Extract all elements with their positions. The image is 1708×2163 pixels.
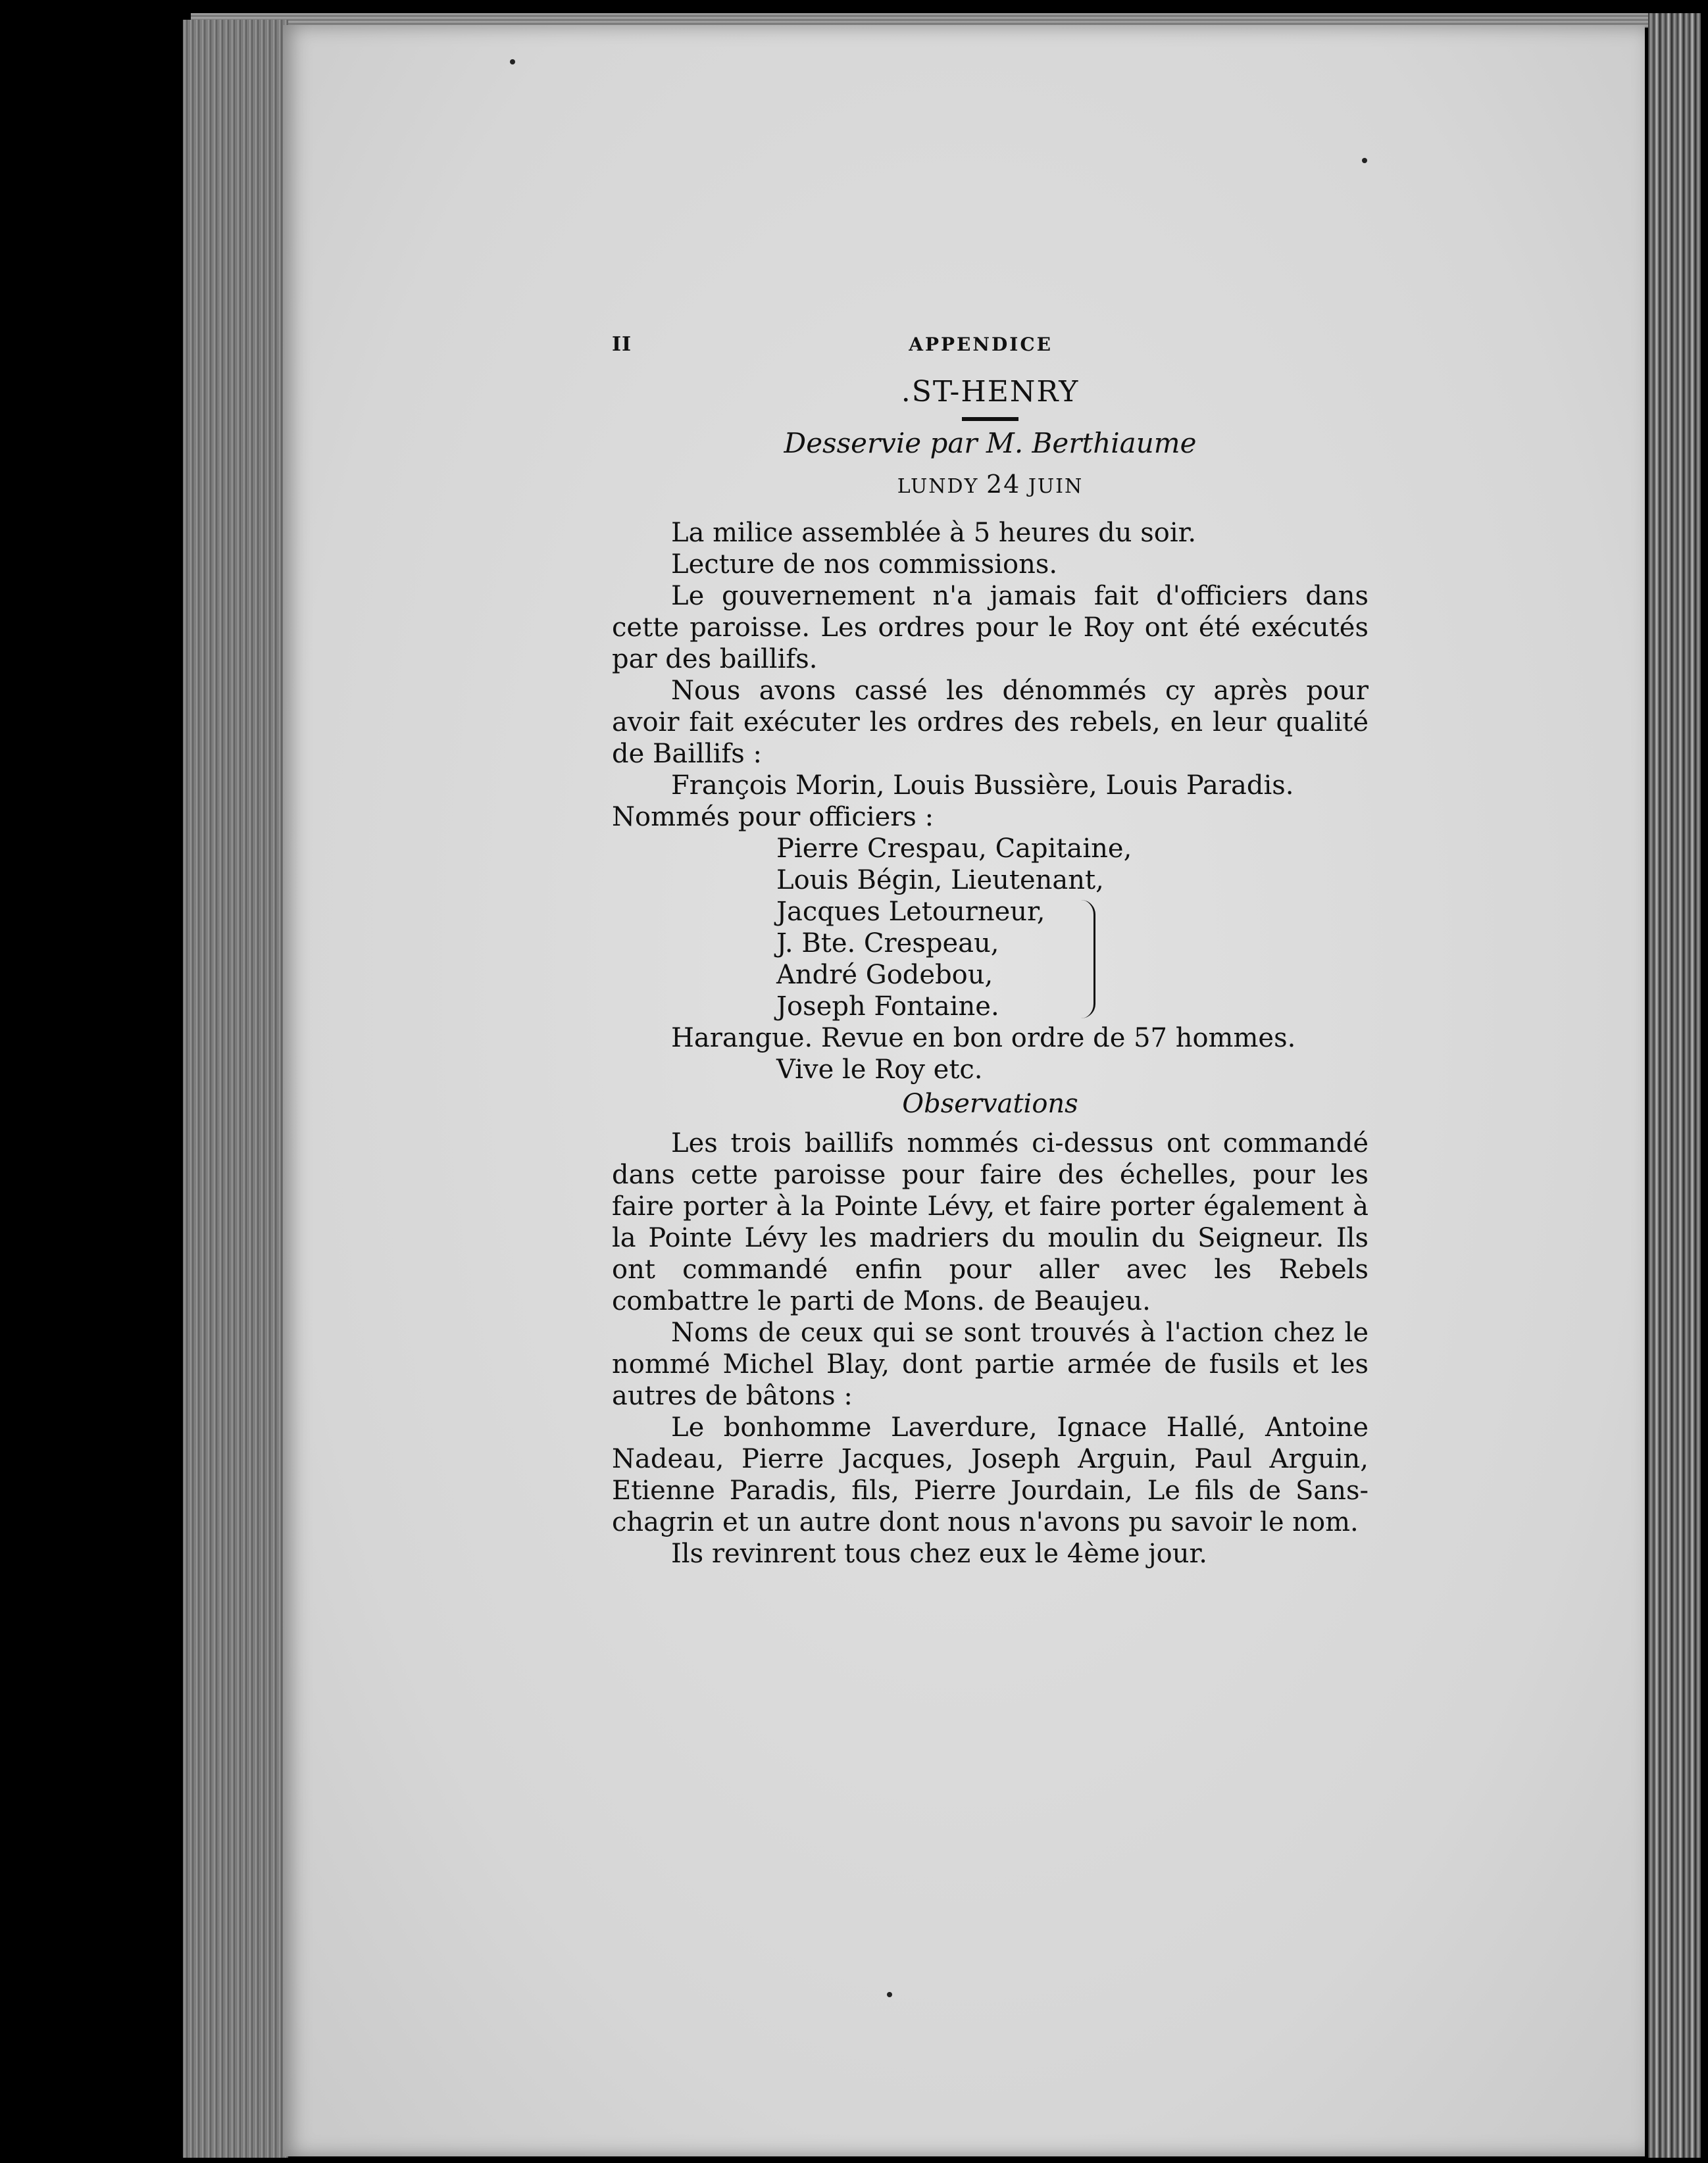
officer-brace-group [776, 896, 1369, 1022]
paragraph: Noms de ceux qui se sont trouvés à l'action chez le nommé Michel Blay, dont partie armée de fusils et les autres de bâtons : [612, 1318, 1369, 1411]
date-number: 24 [986, 470, 1021, 499]
officer-name: Jacques Letourneur, [776, 897, 1045, 927]
page-text [612, 329, 1369, 1570]
curly-brace [1079, 900, 1095, 1018]
paragraph: Nommés pour officiers : [612, 802, 934, 832]
paragraph: Les trois baillifs nommés ci-dessus ont commandé dans cette paroisse pour faire des échelles, pour les faire porter à la Pointe Lévy, et faire porter également à la Pointe Lévy les madriers du moulin du Seigneur. Ils ont commandé enfin pour aller avec les Rebels combattre le parti de Mons. de Beaujeu. [612, 1128, 1369, 1316]
date-prefix: LUNDY [897, 475, 979, 498]
section-title: .ST-HENRY [901, 375, 1080, 409]
officer-name: Louis Bégin, Lieutenant, [776, 865, 1104, 895]
paragraph: Harangue. Revue en bon ordre de 57 hommes. [671, 1023, 1296, 1053]
date-suffix: JUIN [1028, 475, 1084, 498]
running-header [612, 329, 1369, 360]
speck [510, 59, 515, 64]
paragraph: Le gouvernement n'a jamais fait d'officiers dans cette paroisse. Les ordres pour le Roy ont été exécutés par des baillifs. [612, 581, 1369, 674]
title-rule [962, 417, 1018, 421]
paragraph: François Morin, Louis Bussière, Louis Paradis. [671, 770, 1294, 801]
section-subtitle: Desservie par M. Berthiaume [784, 427, 1197, 459]
speck [887, 1992, 892, 1997]
section-date [612, 468, 1369, 503]
paragraph: Lecture de nos commissions. [671, 549, 1058, 580]
scan-margin-strip [1648, 13, 1701, 2158]
officer-name: André Godebou, [776, 960, 993, 990]
running-title: APPENDICE [909, 334, 1053, 355]
closing-line: Vive le Roy etc. [776, 1055, 983, 1085]
book-page-edges [183, 20, 288, 2158]
officer-name: Pierre Crespau, Capitaine, [776, 833, 1132, 864]
observations-heading: Observations [902, 1089, 1078, 1119]
paragraph: Ils revinrent tous chez eux le 4ème jour. [671, 1539, 1207, 1569]
page-number: II [612, 333, 632, 356]
speck [1362, 158, 1367, 163]
paragraph: Le bonhomme Laverdure, Ignace Hallé, Antoine Nadeau, Pierre Jacques, Joseph Arguin, Paul Arguin, Etienne Paradis, fils, Pierre Jourdain, Le fils de Sans-chagrin et un autre dont nous n'avons pu savoir le nom. [612, 1412, 1369, 1537]
officer-list [776, 833, 1369, 1022]
paragraph: La milice assemblée à 5 heures du soir. [671, 518, 1197, 548]
paragraph: Nous avons cassé les dénommés cy après pour avoir fait exécuter les ordres des rebels, en leur qualité de Baillifs : [612, 676, 1369, 769]
officer-name: Joseph Fontaine. [776, 991, 999, 1022]
officer-name: J. Bte. Crespeau, [776, 928, 999, 958]
